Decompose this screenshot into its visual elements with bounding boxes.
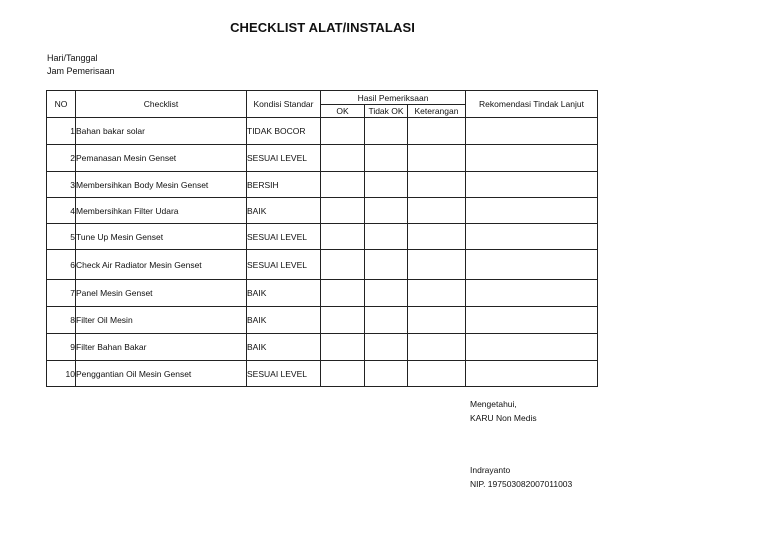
row-keterangan-cell[interactable] [408,198,466,224]
table-row [47,307,598,334]
row-kondisi-standar: BAIK [247,307,321,334]
row-checklist-item: Filter Bahan Bakar [76,334,247,361]
table-row [47,198,598,224]
row-number: 5 [47,224,76,250]
row-keterangan-cell[interactable] [408,224,466,250]
row-rekomendasi-cell[interactable] [466,280,598,307]
row-ok-cell[interactable] [321,145,365,172]
inspection-time-label: Jam Pemerisaan [47,66,115,76]
header-ok: OK [321,105,365,118]
table-row [47,334,598,361]
header-checklist: Checklist [76,91,247,118]
row-keterangan-cell[interactable] [408,307,466,334]
row-ok-cell[interactable] [321,172,365,198]
table-row [47,280,598,307]
table-row [47,145,598,172]
row-checklist-item: Membersihkan Filter Udara [76,198,247,224]
acknowledged-label: Mengetahui, [470,399,517,409]
page-title: CHECKLIST ALAT/INSTALASI [230,20,415,35]
signer-position: KARU Non Medis [470,413,537,423]
header-rekomendasi: Rekomendasi Tindak Lanjut [466,91,598,118]
row-kondisi-standar: TIDAK BOCOR [247,118,321,145]
row-rekomendasi-cell[interactable] [466,172,598,198]
row-tidak-ok-cell[interactable] [365,280,408,307]
row-number: 7 [47,280,76,307]
table-row [47,361,598,387]
row-number: 9 [47,334,76,361]
row-checklist-item: Panel Mesin Genset [76,280,247,307]
row-kondisi-standar: SESUAI LEVEL [247,361,321,387]
row-kondisi-standar: SESUAI LEVEL [247,224,321,250]
row-tidak-ok-cell[interactable] [365,361,408,387]
row-ok-cell[interactable] [321,334,365,361]
row-rekomendasi-cell[interactable] [466,361,598,387]
checklist-rows [47,118,598,387]
row-kondisi-standar: BAIK [247,334,321,361]
row-tidak-ok-cell[interactable] [365,334,408,361]
header-kondisi-standar: Kondisi Standar [247,91,321,118]
row-tidak-ok-cell[interactable] [365,198,408,224]
row-number: 1 [47,118,76,145]
row-tidak-ok-cell[interactable] [365,307,408,334]
checklist-table [46,90,598,387]
row-checklist-item: Pemanasan Mesin Genset [76,145,247,172]
row-ok-cell[interactable] [321,307,365,334]
header-tidak-ok: Tidak OK [365,105,408,118]
row-keterangan-cell[interactable] [408,280,466,307]
row-tidak-ok-cell[interactable] [365,118,408,145]
row-ok-cell[interactable] [321,250,365,280]
row-ok-cell[interactable] [321,280,365,307]
row-ok-cell[interactable] [321,224,365,250]
row-kondisi-standar: BAIK [247,280,321,307]
row-number: 10 [47,361,76,387]
row-rekomendasi-cell[interactable] [466,307,598,334]
signer-name: Indrayanto [470,465,511,475]
table-row [47,118,598,145]
row-kondisi-standar: BERSIH [247,172,321,198]
row-kondisi-standar: BAIK [247,198,321,224]
row-checklist-item: Membersihkan Body Mesin Genset [76,172,247,198]
row-number: 8 [47,307,76,334]
row-number: 2 [47,145,76,172]
row-tidak-ok-cell[interactable] [365,250,408,280]
row-ok-cell[interactable] [321,198,365,224]
row-checklist-item: Bahan bakar solar [76,118,247,145]
table-row [47,224,598,250]
row-checklist-item: Tune Up Mesin Genset [76,224,247,250]
header-keterangan: Keterangan [408,105,466,118]
row-checklist-item: Filter Oil Mesin [76,307,247,334]
row-rekomendasi-cell[interactable] [466,224,598,250]
row-keterangan-cell[interactable] [408,118,466,145]
header-no: NO [47,91,76,118]
row-ok-cell[interactable] [321,118,365,145]
row-number: 3 [47,172,76,198]
row-tidak-ok-cell[interactable] [365,172,408,198]
row-number: 6 [47,250,76,280]
row-rekomendasi-cell[interactable] [466,198,598,224]
row-ok-cell[interactable] [321,361,365,387]
row-kondisi-standar: SESUAI LEVEL [247,250,321,280]
table-row [47,250,598,280]
row-number: 4 [47,198,76,224]
row-rekomendasi-cell[interactable] [466,118,598,145]
row-rekomendasi-cell[interactable] [466,334,598,361]
row-checklist-item: Penggantian Oil Mesin Genset [76,361,247,387]
row-keterangan-cell[interactable] [408,172,466,198]
signer-nip: NIP. 197503082007011003 [470,479,573,489]
row-keterangan-cell[interactable] [408,250,466,280]
table-row [47,172,598,198]
row-checklist-item: Check Air Radiator Mesin Genset [76,250,247,280]
row-tidak-ok-cell[interactable] [365,224,408,250]
header-hasil-pemeriksaan: Hasil Pemeriksaan [321,91,466,105]
row-rekomendasi-cell[interactable] [466,145,598,172]
row-kondisi-standar: SESUAI LEVEL [247,145,321,172]
row-keterangan-cell[interactable] [408,334,466,361]
day-date-label: Hari/Tanggal [47,53,98,63]
row-rekomendasi-cell[interactable] [466,250,598,280]
row-tidak-ok-cell[interactable] [365,145,408,172]
row-keterangan-cell[interactable] [408,361,466,387]
row-keterangan-cell[interactable] [408,145,466,172]
